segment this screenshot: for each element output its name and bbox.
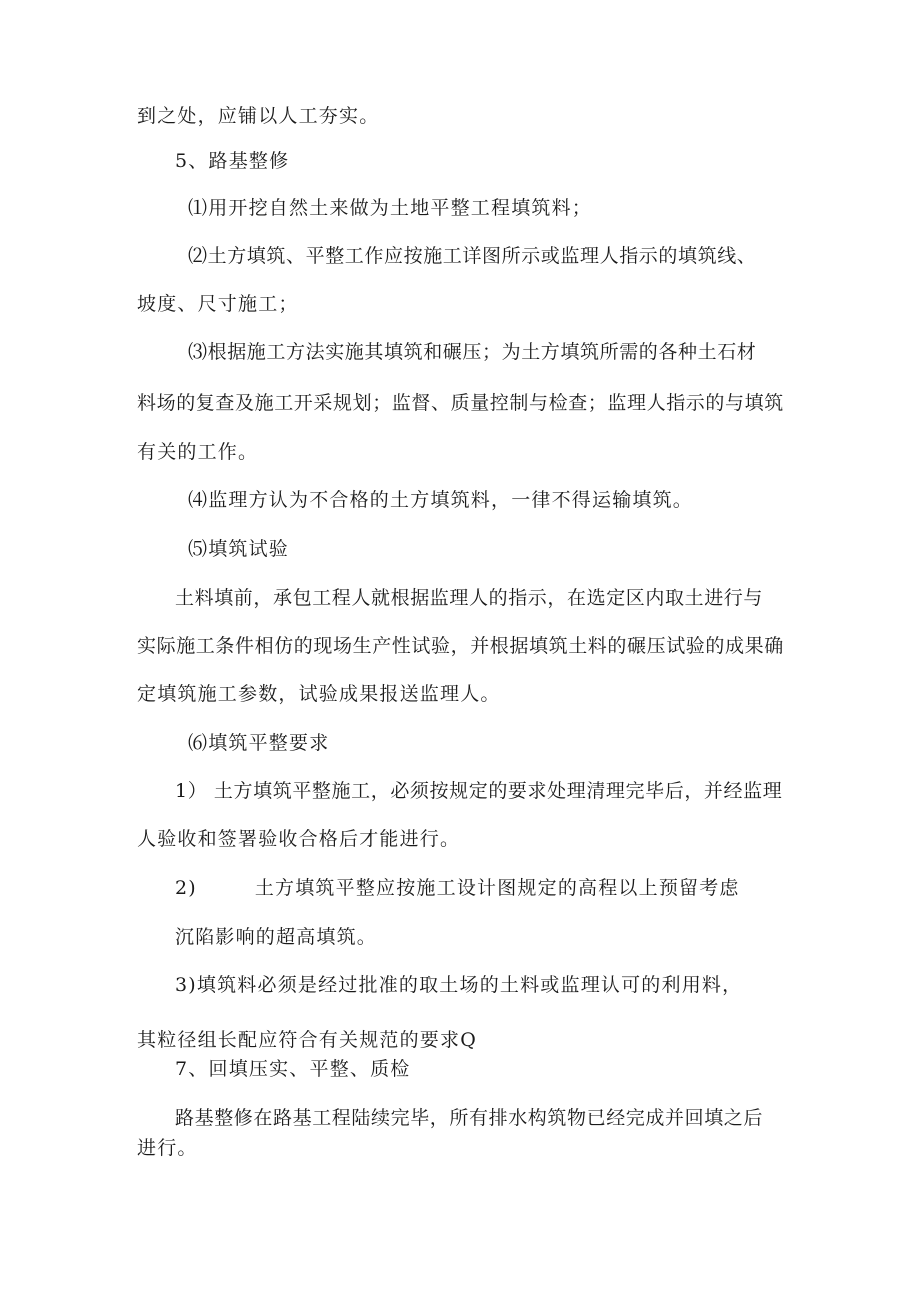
section-heading: 7、回填压实、平整、质检 <box>175 1058 411 1080</box>
text-line: 其粒径组长配应符合有关规范的要求Q <box>137 1029 477 1051</box>
list-item: 2) 土方填筑平整应按施工设计图规定的高程以上预留考虑 <box>175 877 740 899</box>
text-line: 到之处，应铺以人工夯实。 <box>137 105 380 127</box>
text-line: 定填筑施工参数，试验成果报送监理人。 <box>137 683 501 705</box>
list-item: ⑹填筑平整要求 <box>188 732 330 754</box>
text-line: 坡度、尺寸施工； <box>137 293 299 315</box>
list-item: 3)填筑料必须是经过批准的取土场的土料或监理认可的利用料， <box>175 974 743 996</box>
list-item: ⑴用开挖自然土来做为土地平整工程填筑料； <box>188 197 593 219</box>
list-item: ⑷监理方认为不合格的土方填筑料，一律不得运输填筑。 <box>188 489 694 511</box>
list-item: ⑸填筑试验 <box>188 538 290 560</box>
list-item: ⑵土方填筑、平整工作应按施工详图所示或监理人指示的填筑线、 <box>188 245 757 267</box>
section-heading: 5、路基整修 <box>175 150 290 172</box>
list-item: 1） 土方填筑平整施工，必须按规定的要求处理清理完毕后，并经监理 <box>175 780 783 802</box>
text-line: 料场的复查及施工开采规划；监督、质量控制与检查；监理人指示的与填筑 <box>137 392 784 414</box>
text-line: 人验收和签署验收合格后才能进行。 <box>137 828 461 850</box>
list-item: ⑶根据施工方法实施其填筑和碾压；为土方填筑所需的各种土石材 <box>188 341 757 363</box>
text-line: 土料填前，承包工程人就根据监理人的指示，在选定区内取土进行与 <box>175 587 764 609</box>
text-line: 实际施工条件相仿的现场生产性试验，并根据填筑土料的碾压试验的成果确 <box>137 635 784 657</box>
text-line: 路基整修在路基工程陆续完毕，所有排水构筑物已经完成并回填之后 <box>175 1107 764 1129</box>
text-line: 进行。 <box>137 1137 198 1159</box>
text-line: 沉陷影响的超高填筑。 <box>175 926 378 948</box>
text-line: 有关的工作。 <box>137 441 259 463</box>
